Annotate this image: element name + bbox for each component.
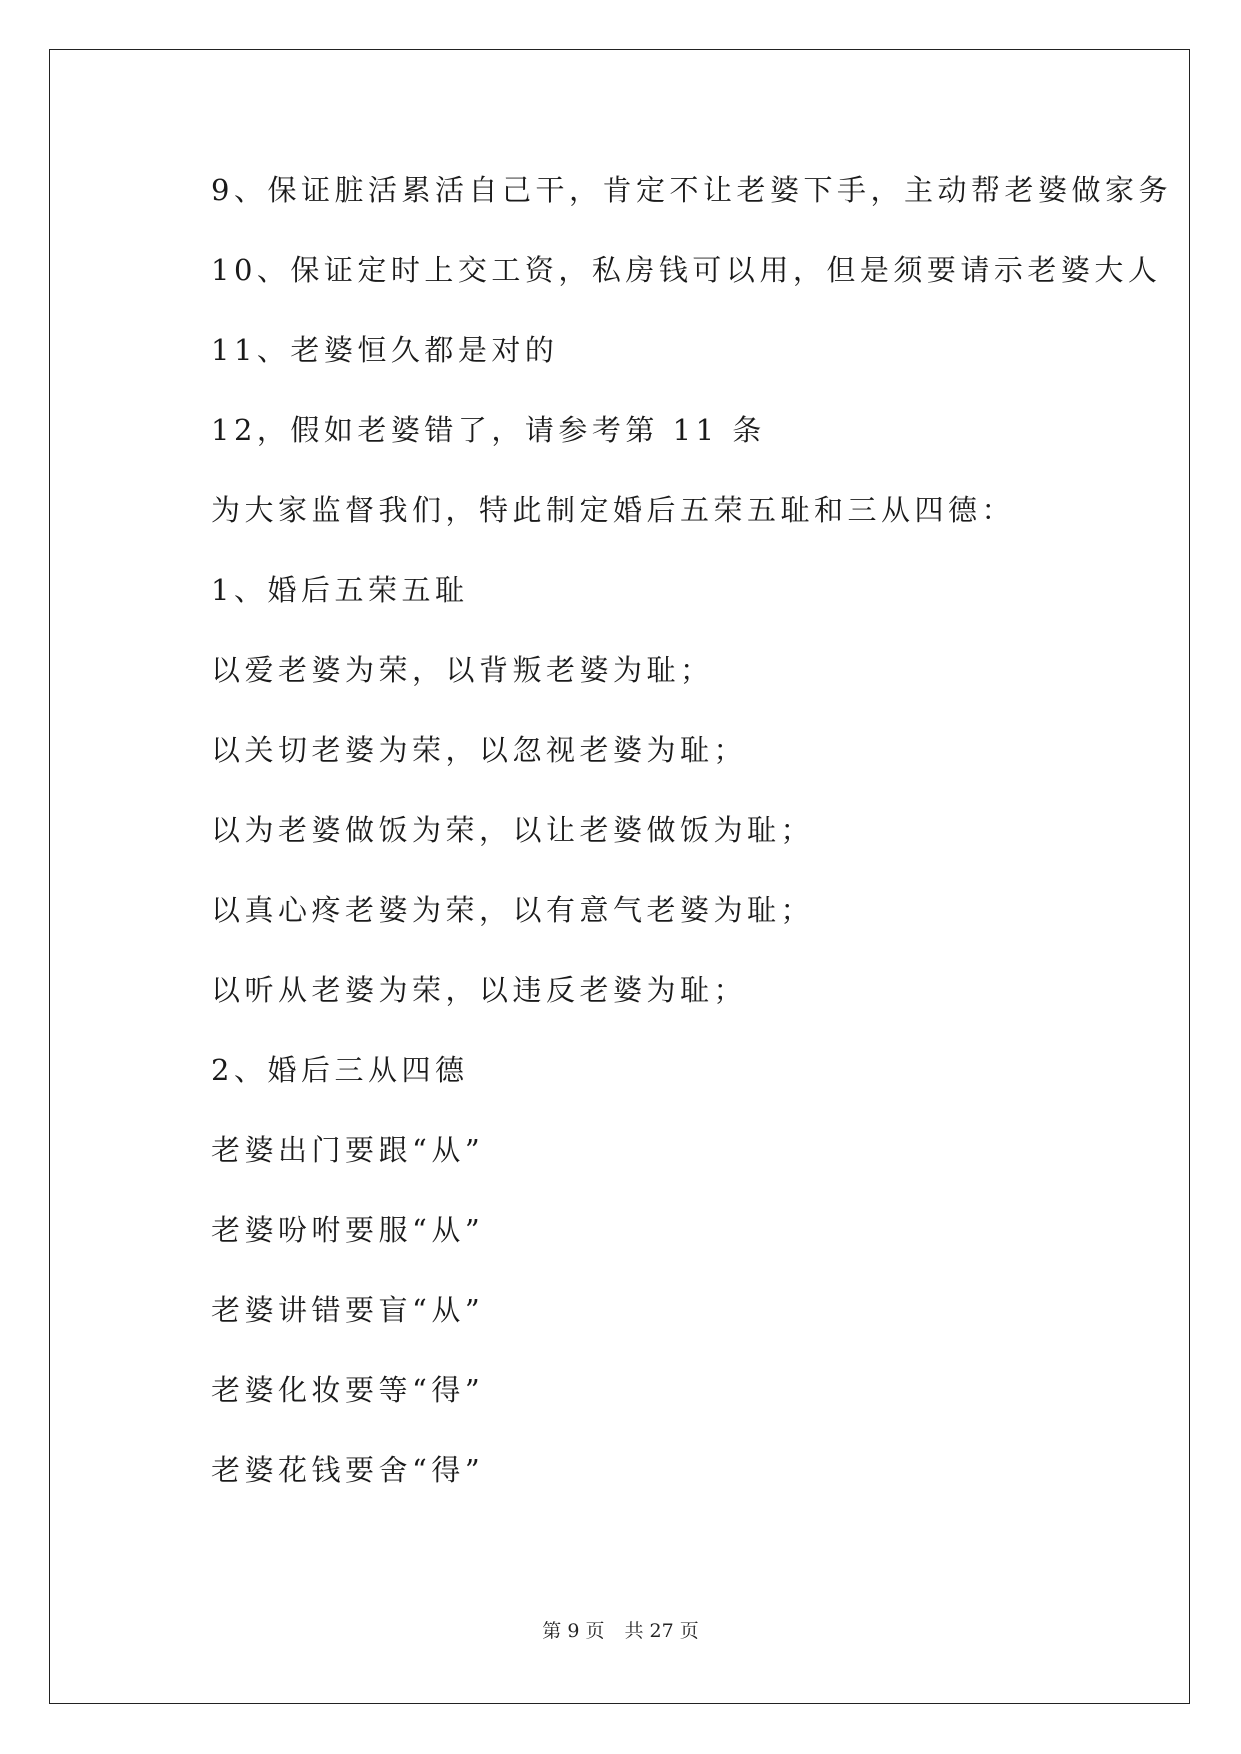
text-line: 10、保证定时上交工资，私房钱可以用，但是须要请示老婆大人: [211, 253, 1162, 287]
page-footer: [0, 1616, 1241, 1643]
section-heading: 1、婚后五荣五耻: [211, 573, 469, 607]
text-line: 以关切老婆为荣，以忽视老婆为耻；: [211, 733, 748, 767]
text-line: 老婆吩咐要服“从”: [211, 1213, 485, 1247]
total-pages: 共 27 页: [624, 1620, 699, 1642]
text-line: 老婆出门要跟“从”: [211, 1133, 485, 1167]
text-line: 老婆化妆要等“得”: [211, 1373, 485, 1407]
page-number: 第 9 页: [542, 1620, 605, 1642]
text-line: 11、老婆恒久都是对的: [211, 333, 559, 367]
text-line: 以真心疼老婆为荣，以有意气老婆为耻；: [211, 893, 815, 927]
text-line: 老婆讲错要盲“从”: [211, 1293, 485, 1327]
text-line: 9、保证脏活累活自己干，肯定不让老婆下手，主动帮老婆做家务: [211, 173, 1172, 207]
text-line: 以为老婆做饭为荣，以让老婆做饭为耻；: [211, 813, 815, 847]
text-line: 12，假如老婆错了，请参考第 11 条: [211, 413, 766, 447]
text-line: 为大家监督我们，特此制定婚后五荣五耻和三从四德：: [211, 493, 1016, 527]
text-line: 以爱老婆为荣，以背叛老婆为耻；: [211, 653, 714, 687]
text-line: 老婆花钱要舍“得”: [211, 1453, 485, 1487]
text-line: 以听从老婆为荣，以违反老婆为耻；: [211, 973, 748, 1007]
section-heading: 2、婚后三从四德: [211, 1053, 469, 1087]
document-body: [211, 168, 1172, 1528]
